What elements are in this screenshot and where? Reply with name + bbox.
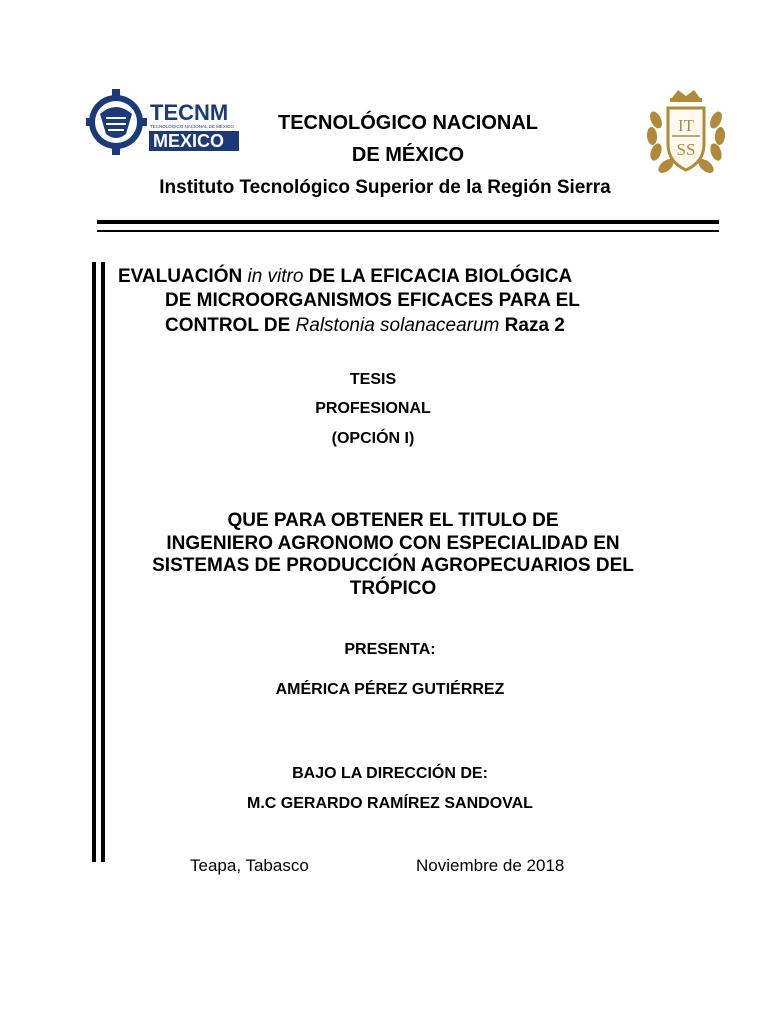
itss-logo-text-top: IT (677, 116, 695, 135)
degree-line1: QUE PARA OBTENER EL TITULO DE (227, 510, 559, 531)
title-italic-species: Ralstonia solanacearum (295, 315, 500, 336)
title-italic-in-vitro: in vitro (247, 266, 304, 287)
thesis-option: (OPCIÓN I) (331, 430, 415, 447)
institution-name-line1: TECNOLÓGICO NACIONAL (278, 112, 538, 134)
thesis-title-line3: CONTROL DE Ralstonia solanacearum Raza 2 (165, 315, 565, 336)
presenter-label: PRESENTA: (344, 641, 436, 658)
left-border-bar-2 (101, 262, 105, 862)
header-divider-thin (97, 230, 719, 232)
thesis-title-line1: EVALUACIÓN in vitro DE LA EFICACIA BIOLÓGICA (118, 266, 573, 287)
itss-logo (638, 84, 734, 180)
thesis-type-line2: PROFESIONAL (315, 400, 431, 417)
degree-line4: TRÓPICO (349, 578, 437, 599)
mexico-logo-text: MEXICO (153, 131, 225, 151)
thesis-type-line1: TESIS (349, 371, 397, 388)
footer-date: Noviembre de 2018 (416, 856, 565, 875)
presenter-name: AMÉRICA PÉREZ GUTIÉRREZ (275, 681, 505, 698)
header-divider-thick (97, 220, 719, 224)
advisor-name: M.C GERARDO RAMÍREZ SANDOVAL (247, 795, 533, 812)
degree-line3: SISTEMAS DE PRODUCCIÓN AGROPECUARIOS DEL (152, 555, 634, 576)
footer-place: Teapa, Tabasco (190, 856, 309, 875)
degree-line2: INGENIERO AGRONOMO CON ESPECIALIDAD EN (166, 533, 620, 554)
left-border-bar-1 (92, 262, 96, 862)
tecnm-logo (86, 84, 246, 162)
itss-logo-text-bottom: SS (676, 140, 696, 159)
institution-name-line2: DE MÉXICO (351, 144, 465, 166)
tecnm-logo-text: TECNM (150, 100, 229, 125)
institution-subname: Instituto Tecnológico Superior de la Región Sierra (159, 177, 611, 198)
tecnm-logo-subtext: TECNOLÓGICO NACIONAL DE MÉXICO (150, 124, 234, 129)
thesis-title-line2: DE MICROORGANISMOS EFICACES PARA EL (165, 290, 580, 311)
advisor-label: BAJO LA DIRECCIÓN DE: (292, 765, 488, 782)
